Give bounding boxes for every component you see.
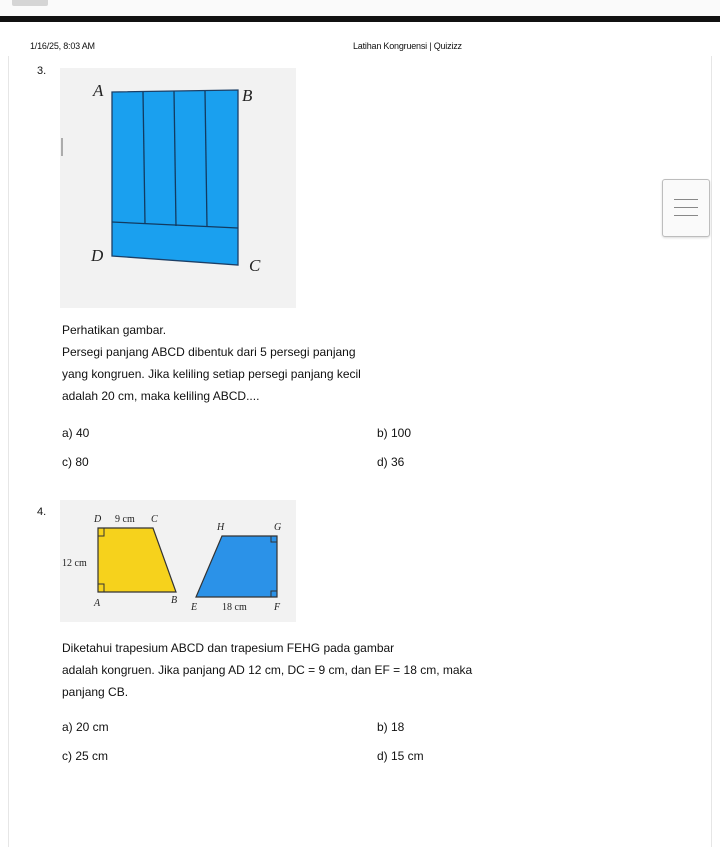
question-line: adalah 20 cm, maka keliling ABCD.... — [62, 389, 260, 403]
question-text — [62, 637, 522, 703]
floating-menu-button[interactable] — [662, 179, 710, 237]
question-line: Persegi panjang ABCD dibentuk dari 5 persegi panjang — [62, 345, 356, 359]
label-g: G — [274, 522, 282, 533]
option-d[interactable]: d) 36 — [377, 455, 405, 469]
question-line: adalah kongruen. Jika panjang AD 12 cm, DC = 9 cm, dan EF = 18 cm, maka — [62, 663, 473, 677]
option-d[interactable]: d) 15 cm — [377, 749, 424, 763]
rectangle-abcd-figure — [60, 68, 296, 308]
browser-top-strip — [0, 0, 720, 16]
page-edge — [8, 56, 9, 847]
question-number: 3. — [37, 65, 47, 77]
label-top-length: 9 cm — [115, 514, 135, 525]
option-b[interactable]: b) 100 — [377, 426, 412, 440]
option-b[interactable]: b) 18 — [377, 720, 405, 734]
label-c: C — [151, 514, 158, 525]
page-edge — [711, 56, 712, 847]
question-number: 4. — [37, 506, 47, 518]
print-date: 1/16/25, 8:03 AM — [30, 41, 95, 51]
option-a[interactable]: a) 40 — [62, 426, 90, 440]
label-a: A — [93, 81, 104, 100]
option-a[interactable]: a) 20 cm — [62, 720, 109, 734]
label-c: C — [249, 256, 261, 275]
label-d: D — [94, 514, 102, 525]
label-e: E — [191, 602, 198, 613]
label-h: H — [217, 522, 225, 533]
question-line: Diketahui trapesium ABCD dan trapesium FEHG pada gambar — [62, 641, 395, 655]
label-a: A — [94, 598, 101, 609]
tab-handle — [12, 0, 48, 6]
label-b: B — [171, 595, 178, 606]
question-line: panjang CB. — [62, 685, 129, 699]
trapezoid-figures — [60, 500, 296, 622]
question-line: Perhatikan gambar. — [62, 323, 167, 337]
option-c[interactable]: c) 80 — [62, 455, 89, 469]
label-d: D — [91, 246, 104, 265]
label-b: B — [242, 86, 253, 105]
label-bottom-length: 18 cm — [222, 602, 247, 613]
label-f: F — [274, 602, 281, 613]
page-title: Latihan Kongruensi | Quizizz — [353, 41, 462, 51]
question-line: yang kongruen. Jika keliling setiap persegi panjang kecil — [62, 367, 361, 381]
option-c[interactable]: c) 25 cm — [62, 749, 109, 763]
question-text — [62, 319, 422, 407]
label-left-length: 12 cm — [62, 558, 87, 569]
print-header-rule — [0, 16, 720, 22]
